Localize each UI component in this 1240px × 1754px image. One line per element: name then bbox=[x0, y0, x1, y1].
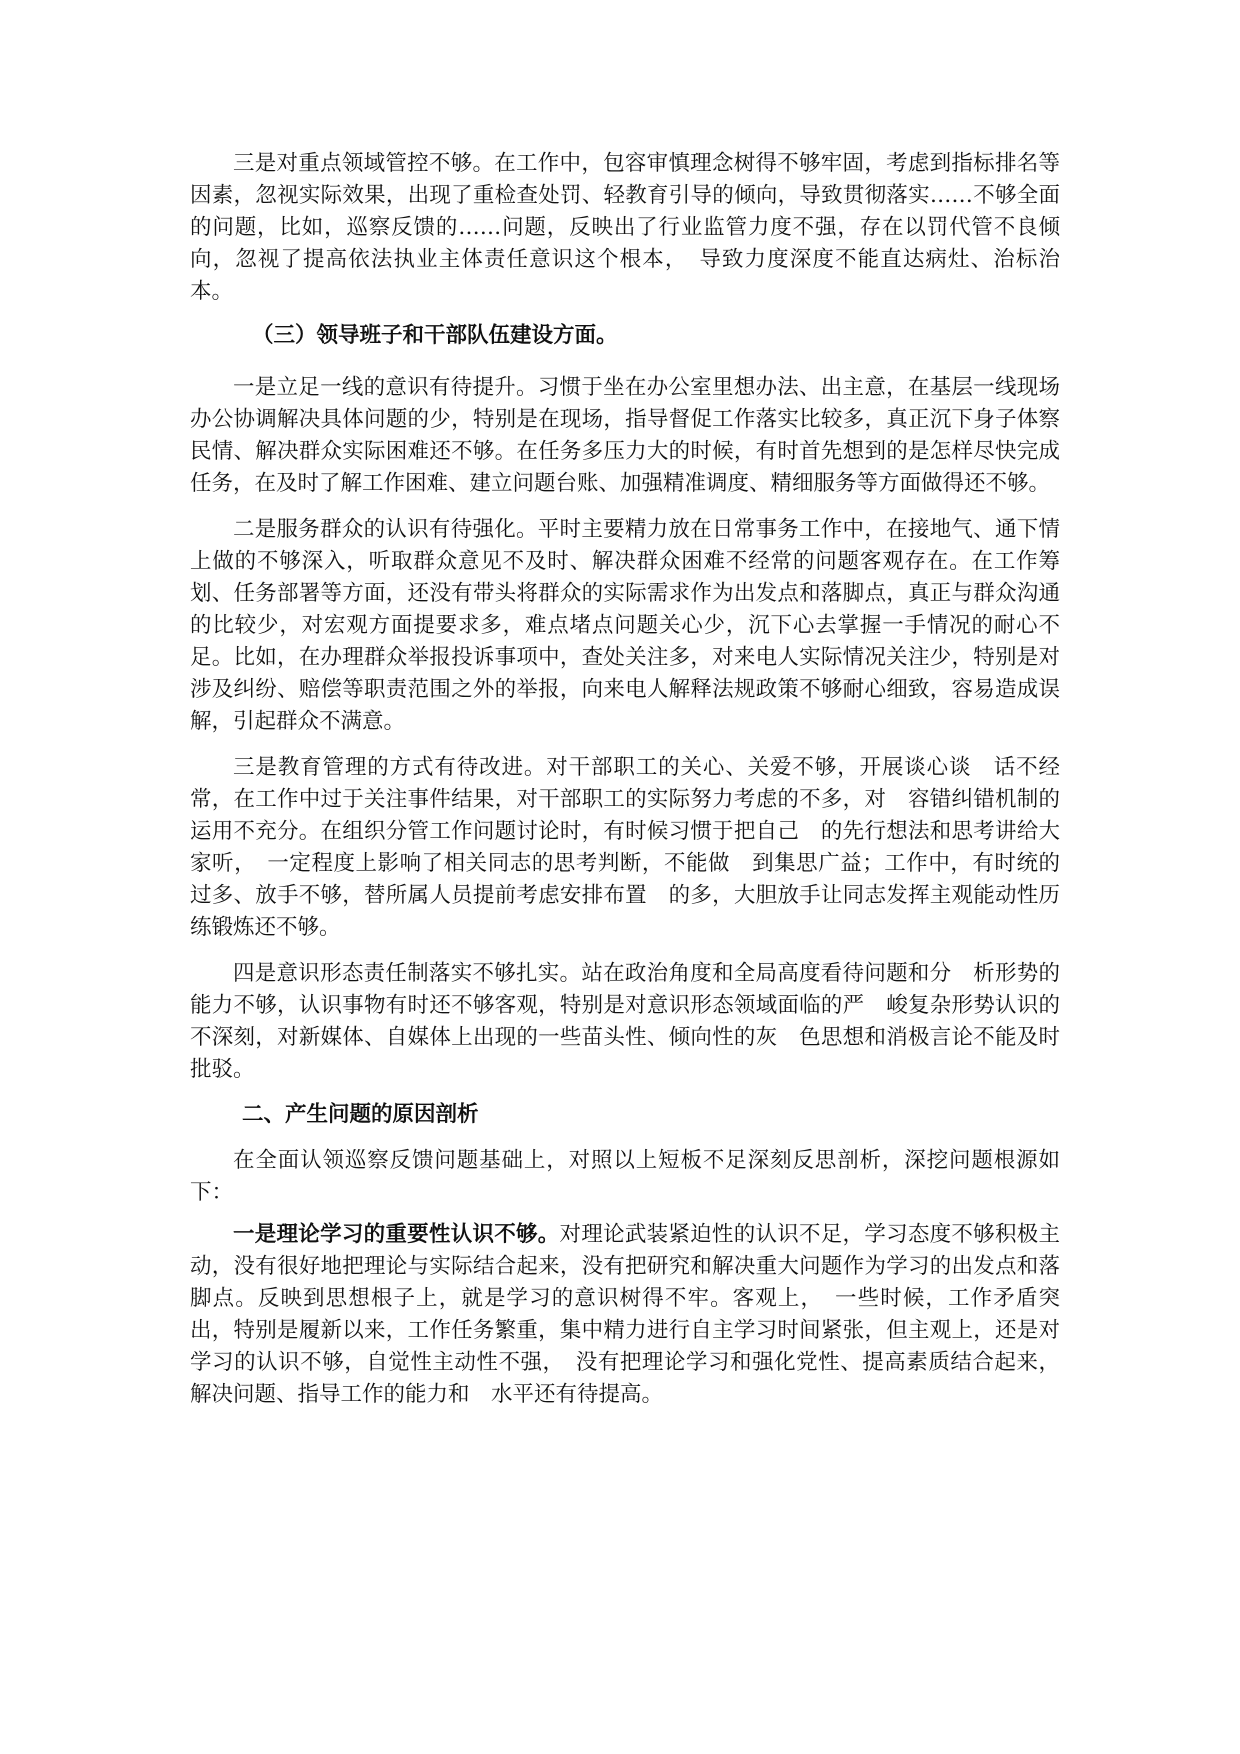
paragraph-ideology-responsibility: 四是意识形态责任制落实不够扎实。站在政治角度和全局高度看待问题和分 析形势的能力不够，认识事物有时还不够客观，特别是对意识形态领域面临的严 峻复杂形势认识的不深刻，对新媒体、自媒体上出现的一些苗头性、倾向性的灰 色思想和消极言论不能及时批驳。 bbox=[190, 961, 1060, 1082]
paragraph-theory-study bbox=[190, 1219, 1060, 1411]
paragraph-key-area-control: 三是对重点领域管控不够。在工作中，包容审慎理念树得不够牢固，考虑到指标排名等因素，忽视实际效果，出现了重检查处罚、轻教育引导的倾向，导致贯彻落实……不够全面的问题，比如，巡察反馈的……问题，反映出了行业监管力度不强，存在以罚代管不良倾向，忽视了提高依法执业主体责任意识这个根本， 导致力度深度不能直达病灶、治标治本。 bbox=[190, 151, 1060, 304]
paragraph-body-text: 对理论武装紧迫性的认识不足，学习态度不够积极主动，没有很好地把理论与实际结合起来，没有把研究和解决重大问题作为学习的出发点和落脚点。反映到思想根子上，就是学习的意识树得不牢。客观上， 一些时候，工作矛盾突出，特别是履新以来，工作任务繁重，集中精力进行自主学习时间紧张，但主观上，还是对学习的认识不够，自觉性主动性不强， 没有把理论学习和强化党性、提高素质结合起来，解决问题、指导工作的能力和 水平还有待提高。 bbox=[190, 1222, 1060, 1407]
document-page bbox=[190, 148, 1060, 1411]
paragraph-cause-intro: 在全面认领巡察反馈问题基础上，对照以上短板不足深刻反思剖析，深挖问题根源如下： bbox=[190, 1148, 1060, 1205]
section-heading-cause-analysis: 二、产生问题的原因剖析 bbox=[242, 1102, 479, 1127]
paragraph-serving-masses: 二是服务群众的认识有待强化。平时主要精力放在日常事务工作中，在接地气、通下情上做的不够深入，听取群众意见不及时、解决群众困难不经常的问题客观存在。在工作筹划、任务部署等方面，还没有带头将群众的实际需求作为出发点和落脚点，真正与群众沟通的比较少，对宏观方面提要求多，难点堵点问题关心少，沉下心去掌握一手情况的耐心不足。比如，在办理群众举报投诉事项中，查处关注多，对来电人实际情况关注少，特别是对涉及纠纷、赔偿等职责范围之外的举报，向来电人解释法规政策不够耐心细致，容易造成误解，引起群众不满意。 bbox=[190, 517, 1060, 734]
paragraph-lead-bold: 一是理论学习的重要性认识不够。 bbox=[233, 1222, 560, 1247]
paragraph-education-management: 三是教育管理的方式有待改进。对干部职工的关心、关爱不够，开展谈心谈 话不经常，在工作中过于关注事件结果，对干部职工的实际努力考虑的不多，对 容错纠错机制的运用不充分。在组织分管工作问题讨论时，有时候习惯于把自己 的先行想法和思考讲给大家听， 一定程度上影响了相关同志的思考判断，不能做 到集思广益；工作中，有时统的过多、放手不够，替所属人员提前考虑安排布置 的多，大胆放手让同志发挥主观能动性历练锻炼还不够。 bbox=[190, 755, 1060, 940]
section-heading-leadership: （三）领导班子和干部队伍建设方面。 bbox=[252, 323, 618, 348]
paragraph-frontline-awareness: 一是立足一线的意识有待提升。习惯于坐在办公室里想办法、出主意，在基层一线现场办公协调解决具体问题的少，特别是在现场，指导督促工作落实比较多，真正沉下身子体察民情、解决群众实际困难还不够。在任务多压力大的时候，有时首先想到的是怎样尽快完成任务，在及时了解工作困难、建立问题台账、加强精准调度、精细服务等方面做得还不够。 bbox=[190, 375, 1060, 496]
